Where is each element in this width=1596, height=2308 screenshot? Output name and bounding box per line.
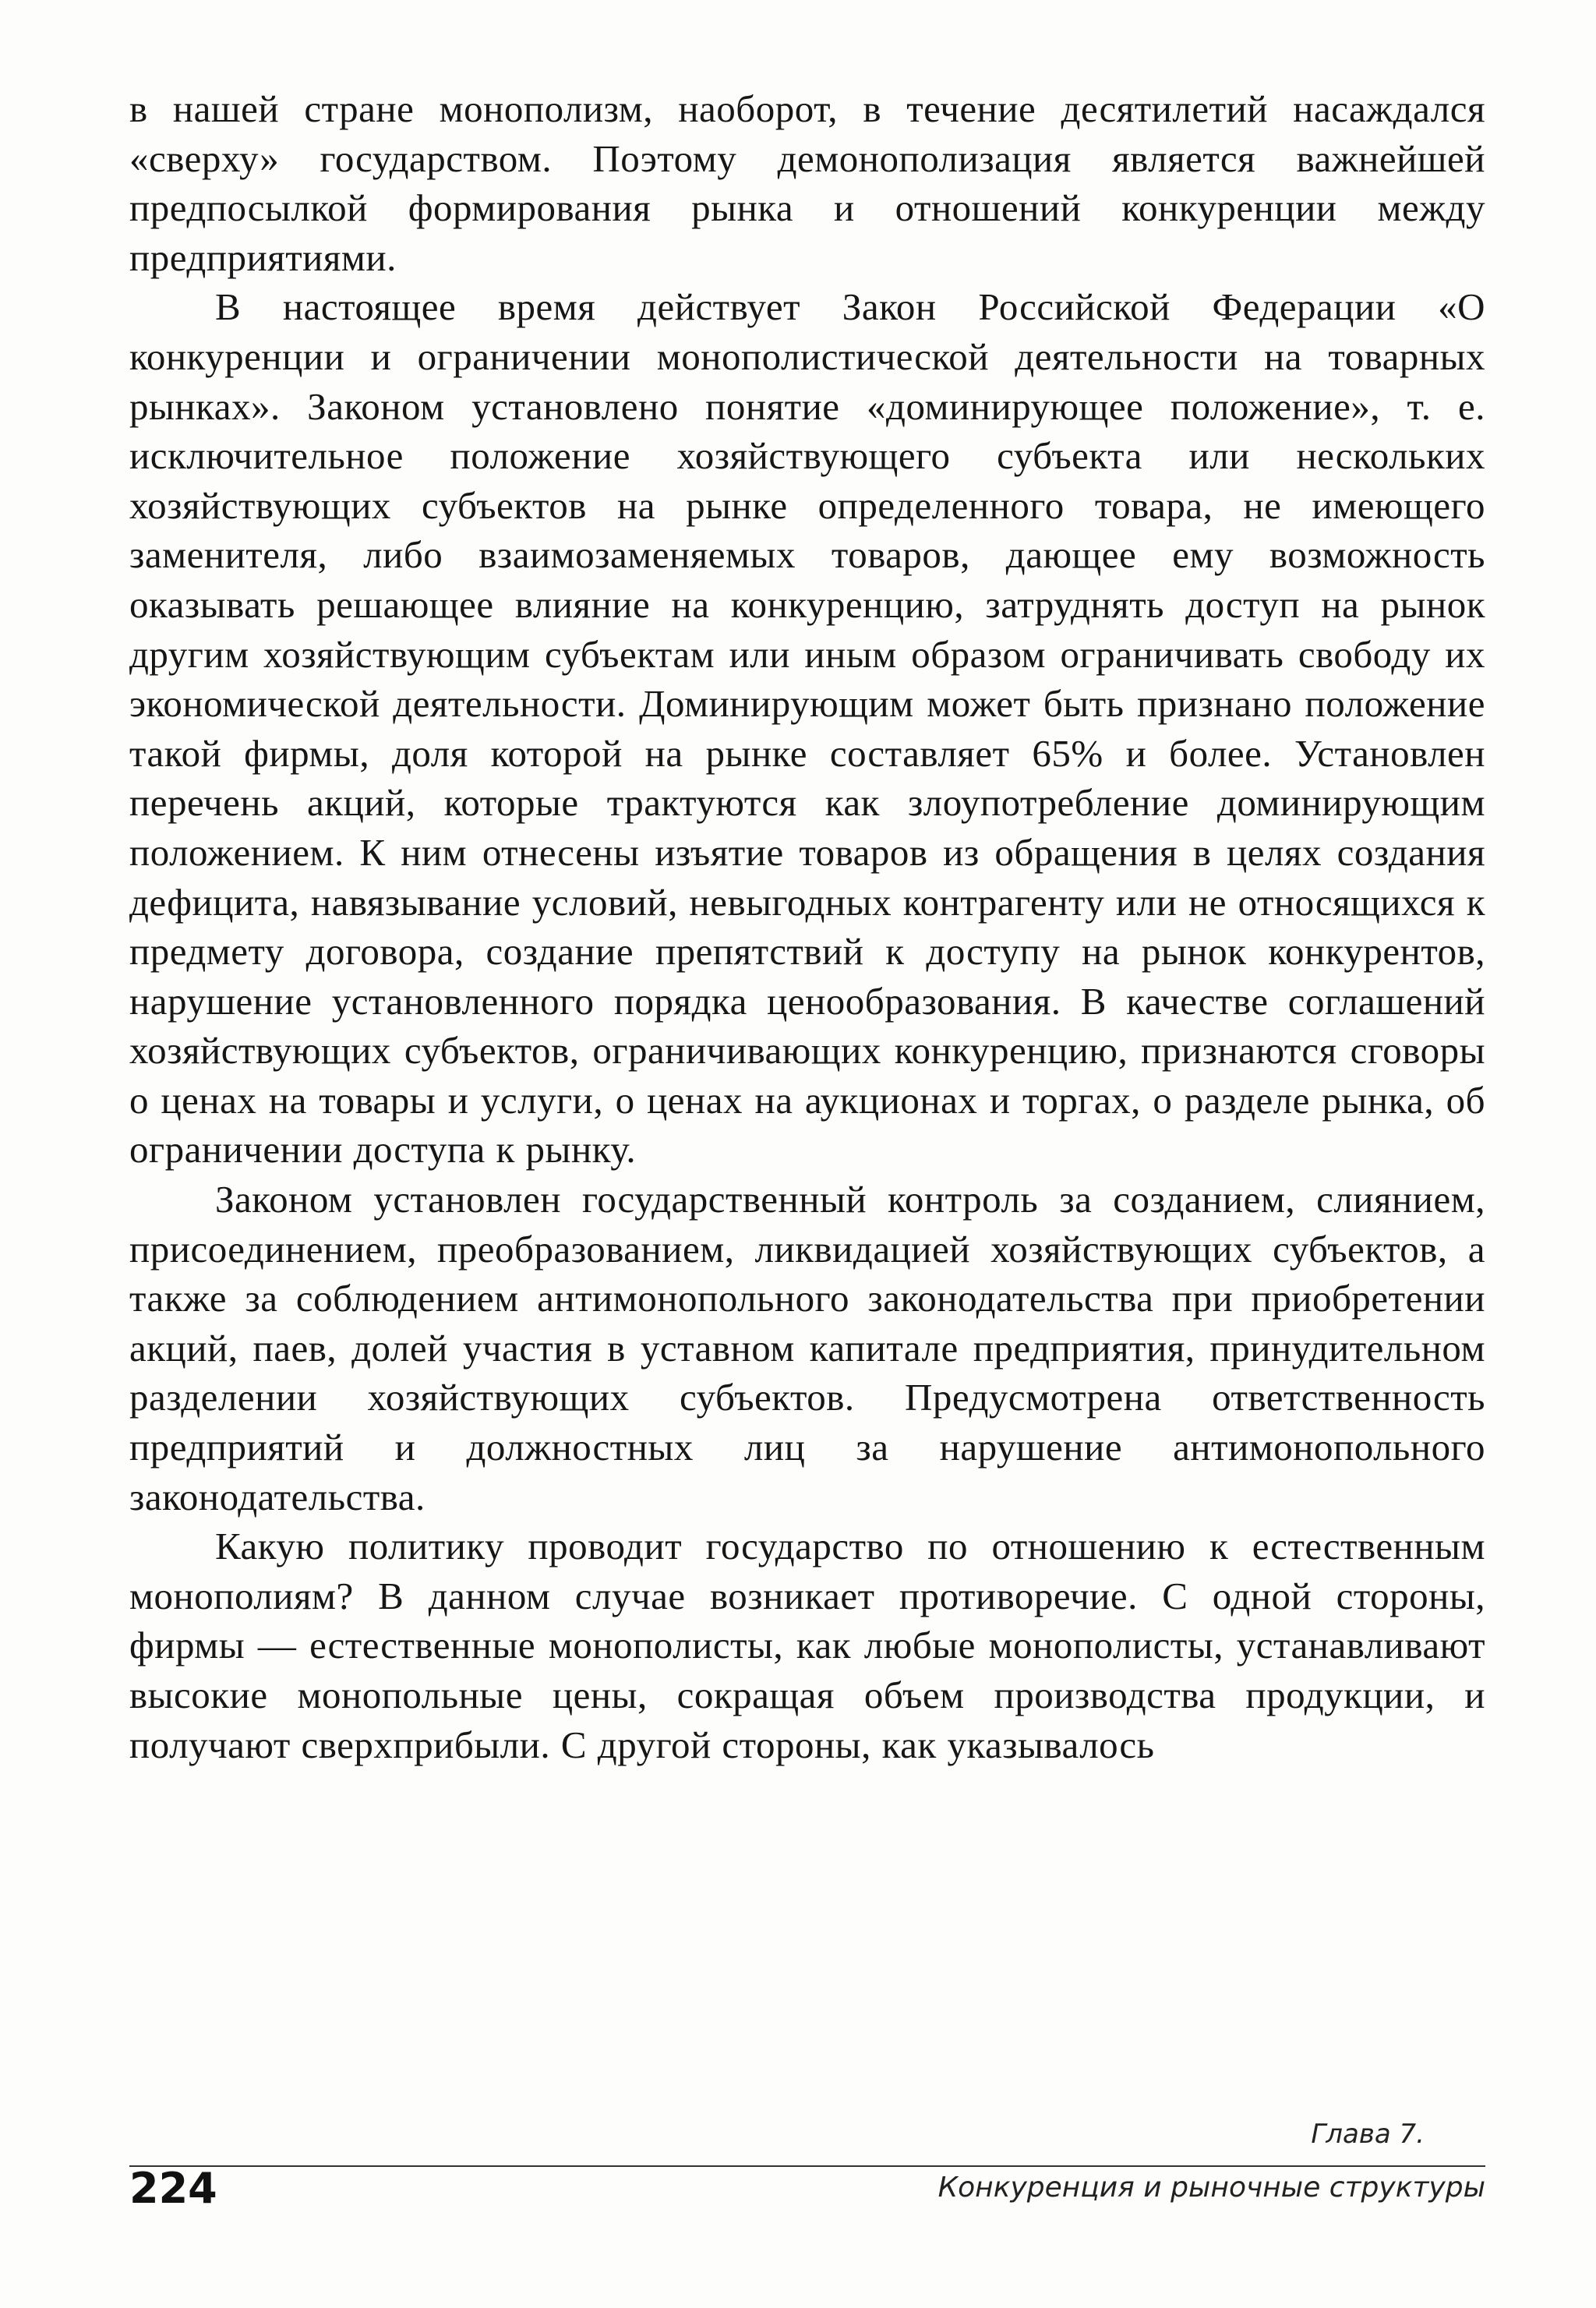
page-number: 224 <box>129 2164 217 2213</box>
paragraph-3: Законом установлен государственный контроль за созданием, слиянием, присоединением, преобразованием, ликвидацией хозяйствующих субъектов, а также за соблюдением антимонопольного законодательства при приобретении акций, паев, долей участия в уставном капитале предприятия, принудительном разделении хозяйствующих субъектов. Предусмотрена ответственность предприятий и должностных лиц за нарушение антимонопольного законодательства. <box>129 1178 1485 1518</box>
running-title: Конкуренция и рыночные структуры <box>937 2172 1485 2204</box>
body-text <box>129 84 1485 1769</box>
page-footer <box>129 2119 1485 2212</box>
paragraph-4: Какую политику проводит государство по отношению к естественным монополиям? В данном случае возникает противоречие. С одной стороны, фирмы — естественные монополисты, как любые монополисты, устанавливают высокие монопольные цены, сокращая объем производства продукции, и получают сверхприбыли. С другой стороны, как указывалось <box>129 1525 1485 1766</box>
chapter-label: Глава 7. <box>1311 2119 1425 2150</box>
footer-divider <box>129 2165 1485 2167</box>
paragraph-2: В настоящее время действует Закон Российской Федерации «О конкуренции и ограничении монополистической деятельности на товарных рынках». Законом установлено понятие «доминирующее положение», т. е. исключительное положение хозяйствующего субъекта или нескольких хозяйствующих субъектов на рынке определенного товара, не имеющего заменителя, либо взаимозаменяемых товаров, дающее ему возможность оказывать решающее влияние на конкуренцию, затруднять доступ на рынок другим хозяйствующим субъектам или иным образом ограничивать свободу их экономической деятельности. Доминирующим может быть признано положение такой фирмы, доля которой на рынке составляет 65% и более. Установлен перечень акций, которые трактуются как злоупотребление доминирующим положением. К ним отнесены изъятие товаров из обращения в целях создания дефицита, навязывание условий, невыгодных контрагенту или не относящихся к предмету договора, создание препятствий к доступу на рынок конкурентов, нарушение установленного порядка ценообразования. В качестве соглашений хозяйствующих субъектов, ограничивающих конкуренцию, признаются сговоры о ценах на товары и услуги, о ценах на аукционах и торгах, о разделе рынка, об ограничении доступа к рынку. <box>129 285 1485 1172</box>
paragraph-1: в нашей стране монополизм, наоборот, в течение десятилетий насаждался «сверху» государством. Поэтому демонополизация является важнейшей предпосылкой формирования рынка и отношений конкуренции между предприятиями. <box>129 87 1485 279</box>
